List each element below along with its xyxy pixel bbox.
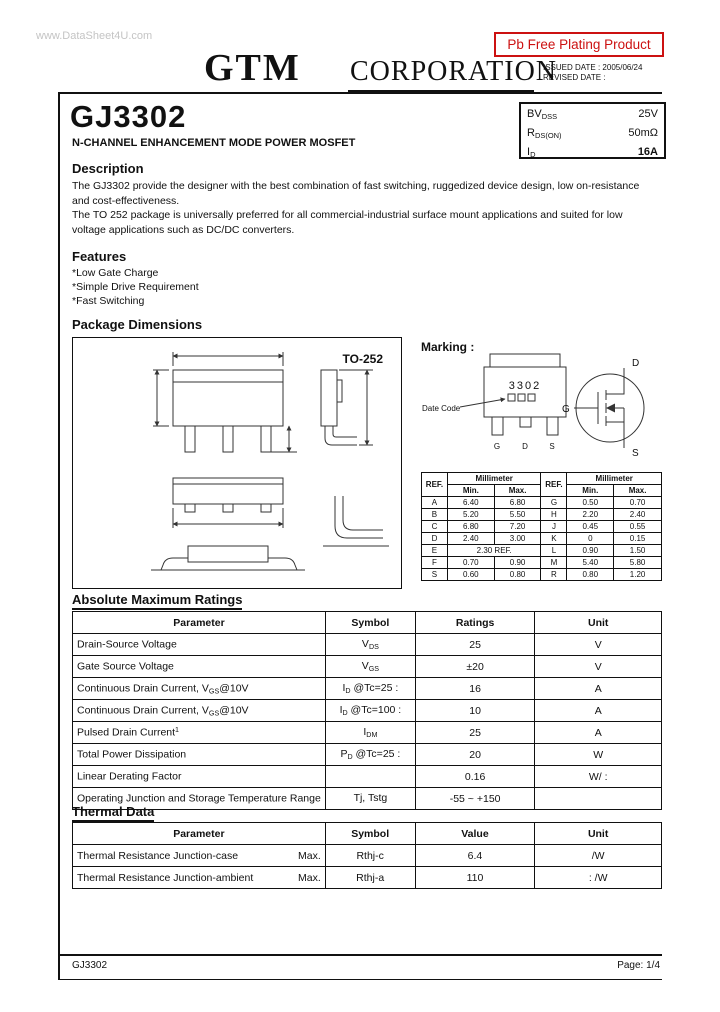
spec-row-id <box>521 144 664 163</box>
frame-top-line <box>58 92 662 94</box>
dims-cell: 2.30 REF. <box>447 545 541 557</box>
dims-cell: 0 <box>567 533 614 545</box>
col-header: Symbol <box>325 823 415 845</box>
pb-free-badge: Pb Free Plating Product <box>494 32 664 57</box>
package-name-label: TO-252 <box>342 352 383 366</box>
table-row <box>73 700 662 722</box>
dims-cell: 0.80 <box>567 569 614 581</box>
company-name: CORPORATION <box>350 56 558 87</box>
dims-mm-header: Millimeter <box>447 473 541 485</box>
symbol-cell <box>325 766 415 788</box>
watermark: www.DataSheet4U.com <box>36 30 153 42</box>
dims-cell: L <box>541 545 567 557</box>
spec-row-bvdss <box>521 106 664 125</box>
col-header: Symbol <box>325 612 415 634</box>
dims-cell: 5.40 <box>567 557 614 569</box>
dims-cell: 3.00 <box>494 533 541 545</box>
col-header: Ratings <box>415 612 535 634</box>
symbol-cell: $I_{DM}$ <box>325 722 415 744</box>
dims-cell: 0.90 <box>567 545 614 557</box>
rating-cell: 0.16 <box>415 766 535 788</box>
thermal-table <box>72 822 662 889</box>
spec-value: 25V <box>638 108 658 120</box>
dims-cell: S <box>422 569 448 581</box>
param-cell: Drain-Source Voltage <box>73 634 326 656</box>
abs-max-table <box>72 611 662 810</box>
unit-cell: W <box>535 744 662 766</box>
dims-cell: 5.80 <box>614 557 662 569</box>
dims-ref-header: REF. <box>422 473 448 497</box>
feature-item: *Simple Drive Requirement <box>72 281 199 293</box>
company-logo: GTM <box>204 47 301 89</box>
dims-mm-header: Millimeter <box>567 473 662 485</box>
marking-label: Marking : <box>421 340 475 354</box>
spec-value: 50mΩ <box>628 126 658 139</box>
issued-date: ISSUED DATE : 2005/06/24 <box>543 63 643 72</box>
param-cell: Total Power Dissipation <box>73 744 326 766</box>
spec-label: $R_{DS(ON)}$ <box>527 126 562 140</box>
spec-label: $BV_{DSS}$ <box>527 108 558 121</box>
spec-row-rdson <box>521 125 664 144</box>
dims-cell: 2.40 <box>447 533 494 545</box>
dims-max-header: Max. <box>614 485 662 497</box>
dims-cell: 5.50 <box>494 509 541 521</box>
frame-left-line <box>58 92 60 980</box>
rating-cell: -55 ~ +150 <box>415 788 535 810</box>
pin-label-s: S <box>549 442 555 451</box>
part-number-title: GJ3302 <box>70 99 187 134</box>
dims-cell: 0.60 <box>447 569 494 581</box>
dims-ref-header: REF. <box>541 473 567 497</box>
dimensions-table <box>421 472 662 581</box>
dims-cell: F <box>422 557 448 569</box>
dims-min-header: Min. <box>447 485 494 497</box>
dims-cell: 7.20 <box>494 521 541 533</box>
max-label: Max. <box>298 871 321 884</box>
dims-cell: B <box>422 509 448 521</box>
dims-cell: J <box>541 521 567 533</box>
unit-cell: V <box>535 634 662 656</box>
table-row <box>422 509 662 521</box>
footer-part-number: GJ3302 <box>72 960 108 971</box>
rating-cell: 25 <box>415 722 535 744</box>
unit-cell: A <box>535 700 662 722</box>
symbol-cell: $I_D$ @Tc=25 : <box>325 678 415 700</box>
table-row <box>73 634 662 656</box>
param-cell: Operating Junction and Storage Temperature Range <box>73 788 326 810</box>
col-header: Unit <box>535 823 662 845</box>
symbol-source-label: S <box>632 448 639 459</box>
dims-cell: 0.15 <box>614 533 662 545</box>
dims-cell: 6.40 <box>447 497 494 509</box>
param-cell: Continuous Drain Current, $V_{GS}@10V$ <box>73 678 326 700</box>
package-drawing-box <box>72 337 402 589</box>
footer-bottom-line <box>58 979 662 981</box>
dims-cell: 0.70 <box>447 557 494 569</box>
symbol-cell: Tj, Tstg <box>325 788 415 810</box>
dims-cell: 6.80 <box>447 521 494 533</box>
param-cell: Pulsed Drain Current$^1$ <box>73 722 326 744</box>
dims-cell: D <box>422 533 448 545</box>
dims-cell: 1.20 <box>614 569 662 581</box>
dims-cell: 0.45 <box>567 521 614 533</box>
mosfet-symbol-icon <box>560 350 665 462</box>
symbol-cell: Rthj-c <box>325 845 415 867</box>
dims-cell: 5.20 <box>447 509 494 521</box>
marking-text: 3302 <box>508 380 542 392</box>
table-row <box>422 473 662 485</box>
table-row <box>73 722 662 744</box>
table-row <box>73 656 662 678</box>
unit-cell <box>535 788 662 810</box>
rating-cell: 10 <box>415 700 535 722</box>
symbol-cell: $P_D$ @Tc=25 : <box>325 744 415 766</box>
description-paragraph: The GJ3302 provide the designer with the best combination of fast switching, ruggedized device design, low on-resistance and cost-effectiveness. <box>72 180 640 207</box>
dims-cell: 1.50 <box>614 545 662 557</box>
spec-value: 16A <box>637 145 658 158</box>
param-cell: Linear Derating Factor <box>73 766 326 788</box>
value-cell: 110 <box>415 867 535 889</box>
unit-cell: V <box>535 656 662 678</box>
table-row <box>73 867 662 889</box>
table-row <box>73 744 662 766</box>
unit-cell: /W <box>535 845 662 867</box>
dims-cell: A <box>422 497 448 509</box>
rating-cell: 20 <box>415 744 535 766</box>
unit-cell: A <box>535 678 662 700</box>
col-header: Value <box>415 823 535 845</box>
dims-cell: 0.80 <box>494 569 541 581</box>
quick-spec-box <box>519 102 666 159</box>
pin-label-g: G <box>493 442 501 451</box>
param-cell: Thermal Resistance Junction-case Max. <box>73 845 326 867</box>
symbol-gate-label: G <box>562 404 570 415</box>
dims-cell: 0.70 <box>614 497 662 509</box>
unit-cell: : /W <box>535 867 662 889</box>
features-list <box>72 266 199 308</box>
dims-cell: E <box>422 545 448 557</box>
package-dimensions-heading: Package Dimensions <box>72 317 203 332</box>
table-row <box>422 497 662 509</box>
value-cell: 6.4 <box>415 845 535 867</box>
pin-label-d: D <box>522 442 528 451</box>
col-header: Parameter <box>73 823 326 845</box>
rating-cell: 16 <box>415 678 535 700</box>
symbol-cell: $I_D$ @Tc=100 : <box>325 700 415 722</box>
symbol-cell: $V_{DS}$ <box>325 634 415 656</box>
symbol-cell: Rthj-a <box>325 867 415 889</box>
to252-dimension-drawing <box>73 338 401 586</box>
table-header-row <box>73 612 662 634</box>
table-row <box>422 569 662 581</box>
symbol-cell: $V_{GS}$ <box>325 656 415 678</box>
features-heading: Features <box>72 249 127 264</box>
rating-cell: ±20 <box>415 656 535 678</box>
dims-cell: 6.80 <box>494 497 541 509</box>
col-header: Parameter <box>73 612 326 634</box>
param-cell: Gate Source Voltage <box>73 656 326 678</box>
max-label: Max. <box>298 849 321 862</box>
col-header: Unit <box>535 612 662 634</box>
description-heading: Description <box>72 161 144 176</box>
dims-cell: 0.55 <box>614 521 662 533</box>
dims-max-header: Max. <box>494 485 541 497</box>
dims-cell: 2.40 <box>614 509 662 521</box>
dims-cell: G <box>541 497 567 509</box>
rating-cell: 25 <box>415 634 535 656</box>
dims-cell: K <box>541 533 567 545</box>
footer-page-number: Page: 1/4 <box>617 960 660 971</box>
table-row <box>422 533 662 545</box>
dims-cell: M <box>541 557 567 569</box>
footer-top-line <box>58 954 662 956</box>
param-cell: Thermal Resistance Junction-ambient Max. <box>73 867 326 889</box>
dims-cell: H <box>541 509 567 521</box>
table-row <box>422 557 662 569</box>
dims-cell: C <box>422 521 448 533</box>
dims-cell: 2.20 <box>567 509 614 521</box>
feature-item: *Low Gate Charge <box>72 267 159 279</box>
dims-cell: 0.90 <box>494 557 541 569</box>
dims-cell: 0.50 <box>567 497 614 509</box>
table-row <box>422 545 662 557</box>
table-row <box>73 766 662 788</box>
date-code-label: Date Code <box>422 404 461 413</box>
dims-cell: R <box>541 569 567 581</box>
revised-date: REVISED DATE : <box>543 73 606 82</box>
spec-label: $I_D$ <box>527 145 536 159</box>
substrate-arrow <box>606 404 615 413</box>
table-row <box>73 678 662 700</box>
description-paragraph: The TO 252 package is universally preferred for all commercial-industrial surface mount applications and suited for low voltage applications such as DC/DC converters. <box>72 209 623 236</box>
table-header-row <box>73 823 662 845</box>
table-row <box>422 521 662 533</box>
unit-cell: A <box>535 722 662 744</box>
thermal-data-heading: Thermal Data <box>72 804 154 822</box>
table-row <box>73 788 662 810</box>
date-block <box>543 63 642 83</box>
unit-cell: W/ : <box>535 766 662 788</box>
param-cell: Continuous Drain Current, $V_{GS}@10V$ <box>73 700 326 722</box>
abs-max-heading: Absolute Maximum Ratings <box>72 592 242 610</box>
symbol-drain-label: D <box>632 358 640 369</box>
table-row <box>73 845 662 867</box>
part-subtitle: N-CHANNEL ENHANCEMENT MODE POWER MOSFET <box>72 137 356 149</box>
description-text <box>72 179 658 237</box>
dims-min-header: Min. <box>567 485 614 497</box>
feature-item: *Fast Switching <box>72 295 145 307</box>
